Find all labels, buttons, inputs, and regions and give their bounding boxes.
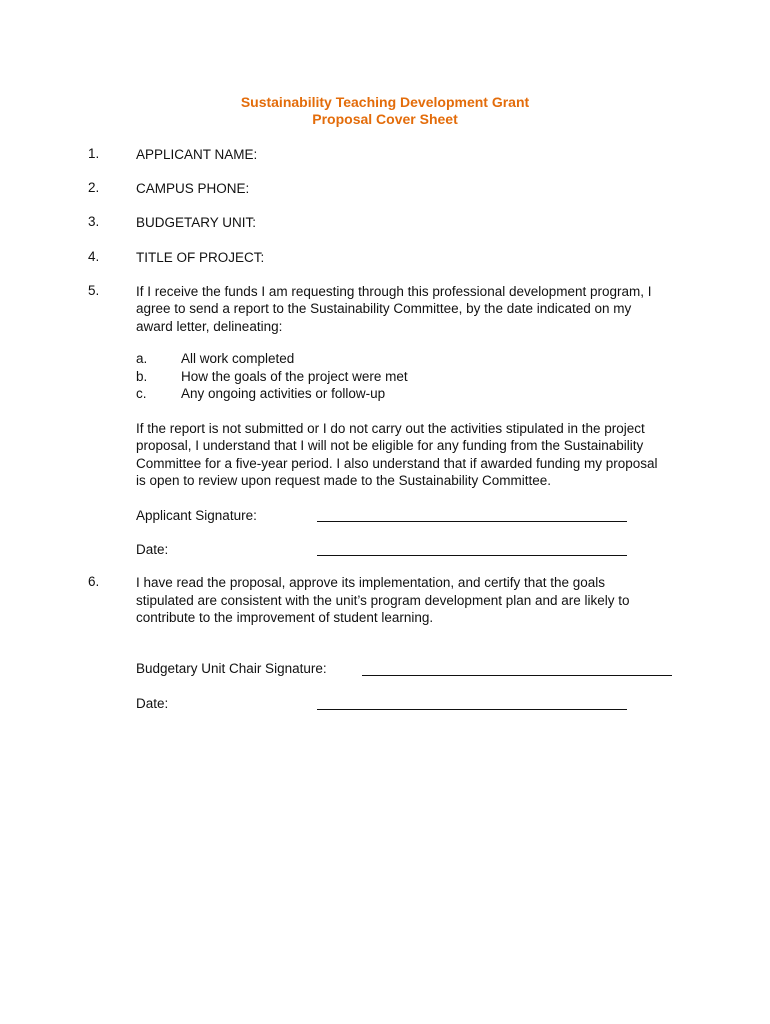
chair-signature-line[interactable] [362,675,672,676]
applicant-date-line[interactable] [317,555,627,556]
paragraph-line: If I receive the funds I am requesting through this professional development program, I [136,284,652,299]
applicant-signature-line[interactable] [317,521,627,522]
notice-line: If the report is not submitted or I do not carry out the activities stipulated in the project [136,421,645,436]
budgetary-unit-label: BUDGETARY UNIT: [136,215,257,230]
sub-item-text: How the goals of the project were met [181,369,408,384]
paragraph-line: I have read the proposal, approve its implementation, and certify that the goals [136,575,606,590]
chair-signature-label: Budgetary Unit Chair Signature: [136,661,327,676]
paragraph-line: contribute to the improvement of student learning. [136,610,434,625]
sub-item-letter: a. [136,351,148,366]
sub-item-letter: c. [136,386,147,401]
item-number: 1. [88,146,100,161]
paragraph-line: award letter, delineating: [136,319,283,334]
applicant-name-label: APPLICANT NAME: [136,147,258,162]
sub-item-letter: b. [136,369,148,384]
paragraph-line: stipulated are consistent with the unit’s program development plan and are likely to [136,593,630,608]
item-number: 3. [88,214,100,229]
item-number: 4. [88,249,100,264]
notice-line: is open to review upon request made to the Sustainability Committee. [136,473,551,488]
campus-phone-label: CAMPUS PHONE: [136,181,250,196]
applicant-signature-label: Applicant Signature: [136,508,257,523]
paragraph-line: agree to send a report to the Sustainability Committee, by the date indicated on my [136,301,632,316]
chair-date-line[interactable] [317,709,627,710]
item-number: 6. [88,574,100,589]
applicant-date-label: Date: [136,542,169,557]
project-title-label: TITLE OF PROJECT: [136,250,265,265]
notice-line: Committee for a five-year period. I also understand that if awarded funding my proposal [136,456,658,471]
document-subtitle: Proposal Cover Sheet [312,111,458,127]
notice-line: proposal, I understand that I will not be eligible for any funding from the Sustainability [136,438,644,453]
sub-item-text: Any ongoing activities or follow-up [181,386,386,401]
item-number: 2. [88,180,100,195]
item-number: 5. [88,283,100,298]
sub-item-text: All work completed [181,351,295,366]
document-title: Sustainability Teaching Development Grant [240,94,530,110]
chair-date-label: Date: [136,696,169,711]
